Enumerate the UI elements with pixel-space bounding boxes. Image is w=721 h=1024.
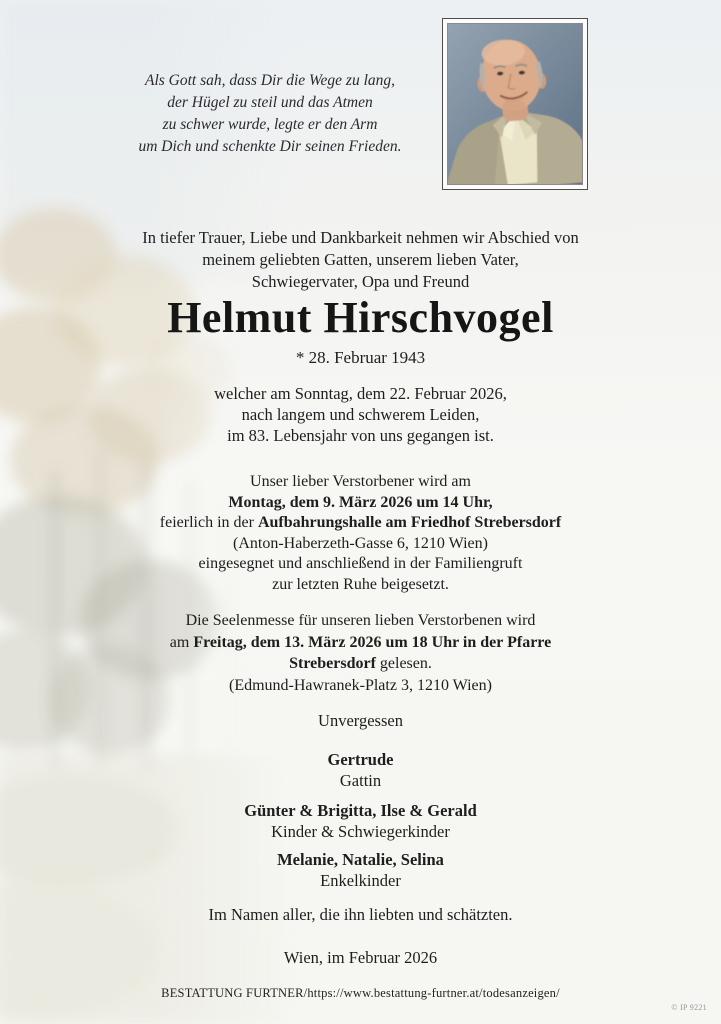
funeral-location-pre: feierlich in der [159, 514, 258, 531]
funeral-line: Unser lieber Verstorbener wird am [250, 473, 471, 490]
mass-datetime-line [0, 632, 721, 654]
funeral-location-line [0, 513, 721, 534]
mass-address: (Edmund-Hawranek-Platz 3, 1210 Wien) [229, 676, 492, 694]
footer [0, 986, 721, 1001]
deceased-name: Helmut Hirschvogel [167, 293, 554, 342]
mourner-name: Günter & Brigitta, Ilse & Gerald [244, 801, 477, 820]
funeral-location: Aufbahrungshalle am Friedhof Strebersdorf [257, 514, 562, 531]
passing-line: welcher am Sonntag, dem 22. Februar 2026, [214, 384, 507, 403]
mass-pre: am [169, 633, 194, 651]
mourner-relation: Enkelkinder [320, 871, 401, 890]
mass-parish: Strebersdorf [289, 655, 376, 672]
funeral-details [0, 472, 721, 595]
funeral-address: (Anton-Haberzeth-Gasse 6, 1210 Wien) [233, 534, 488, 552]
portrait-photo [442, 18, 588, 190]
intro-line: meinem geliebten Gatten, unserem lieben Vater, [202, 250, 519, 269]
poem-line: zu schwer wurde, legte er den Arm [162, 116, 378, 133]
mass-post: gelesen. [375, 655, 432, 672]
mass-details [0, 610, 721, 696]
poem-line: um Dich und schenkte Dir seinen Frieden. [138, 138, 402, 155]
closing-line: Im Namen aller, die ihn liebten und schätzten. [208, 905, 513, 924]
passing-line: nach langem und schwerem Leiden, [241, 405, 480, 424]
funeral-line: zur letzten Ruhe beigesetzt. [272, 575, 449, 593]
mass-parish-line [0, 653, 721, 675]
portrait-photo-inner [447, 23, 583, 185]
mourner-group-wife [0, 749, 721, 791]
poem-line: der Hügel zu steil und das Atmen [167, 94, 373, 111]
mourner-relation: Kinder & Schwiegerkinder [271, 822, 450, 841]
portrait-of-deceased [448, 24, 582, 184]
passing-text [0, 383, 721, 446]
funeral-home-link[interactable]: https://www.bestattung-furtner.at/todesanzeigen/ [307, 986, 560, 1000]
poem [70, 70, 470, 158]
intro-text [0, 227, 721, 293]
mourner-group-children [0, 800, 721, 842]
funeral-datetime: Montag, dem 9. März 2026 um 14 Uhr, [228, 493, 493, 511]
passing-line: im 83. Lebensjahr von uns gegangen ist. [227, 426, 494, 445]
mourner-group-grandchildren [0, 849, 721, 891]
funeral-line: eingesegnet und anschließend in der Familiengruft [198, 555, 523, 572]
birth-date: * 28. Februar 1943 [295, 348, 426, 367]
funeral-home-name: BESTATTUNG FURTNER/ [161, 986, 308, 1000]
mourner-name: Melanie, Natalie, Selina [277, 850, 444, 869]
mourner-relation: Gattin [339, 771, 382, 790]
print-code: © IP 9221 [671, 1003, 707, 1012]
dateline: Wien, im Februar 2026 [283, 948, 438, 967]
mass-line: Die Seelenmesse für unseren lieben Verstorbenen wird [185, 612, 536, 629]
mass-datetime: Freitag, dem 13. März 2026 um 18 Uhr in der Pfarre [193, 633, 552, 651]
intro-line: In tiefer Trauer, Liebe und Dankbarkeit nehmen wir Abschied von [142, 228, 579, 247]
intro-line: Schwiegervater, Opa und Freund [251, 272, 470, 291]
poem-line: Als Gott sah, dass Dir die Wege zu lang, [144, 72, 395, 89]
remembrance-word: Unvergessen [318, 711, 403, 730]
mourner-name: Gertrude [327, 750, 394, 769]
